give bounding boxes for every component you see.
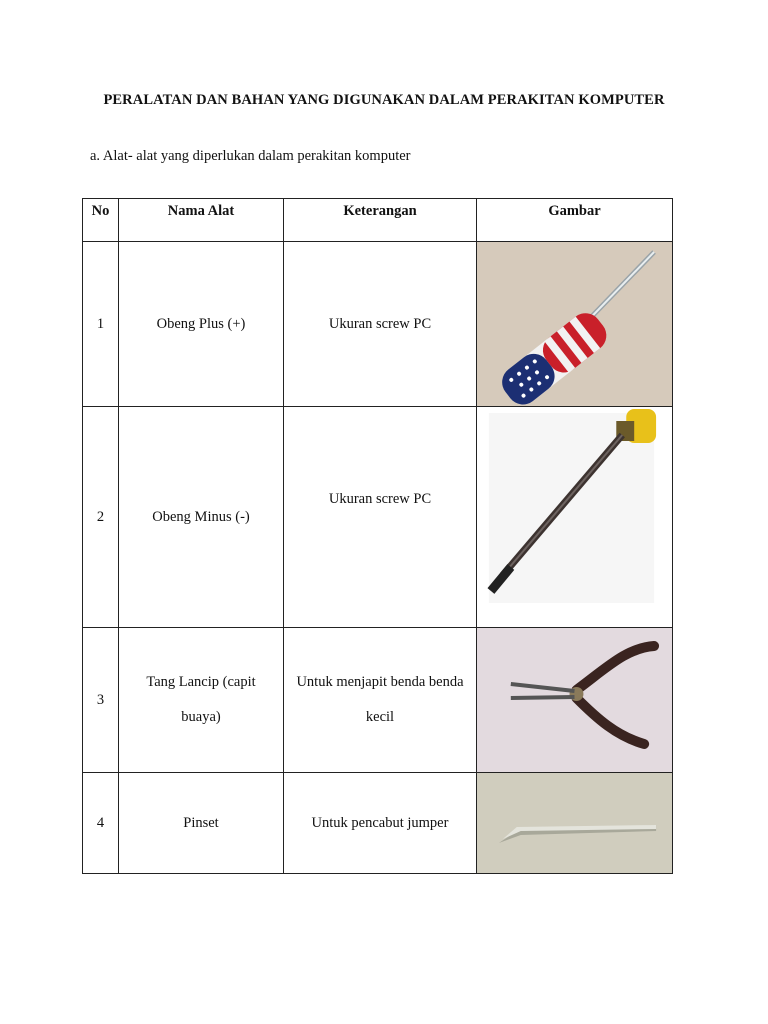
- cell-desc: [284, 407, 477, 628]
- obeng-plus-screwdriver-image: [477, 242, 672, 406]
- cell-image: [477, 773, 673, 874]
- cell-name: [119, 628, 284, 773]
- cell-no: 1: [83, 242, 119, 407]
- obeng-minus-screwdriver-image: [477, 407, 672, 627]
- header-no: No: [83, 199, 119, 242]
- table-row: [83, 242, 673, 407]
- table-row: [83, 773, 673, 874]
- cell-desc: Untuk pencabut jumper: [284, 773, 477, 874]
- tweezers-image: [477, 773, 672, 873]
- cell-no: 4: [83, 773, 119, 874]
- cell-name: Obeng Minus (-): [119, 407, 284, 628]
- cell-desc-text: Ukuran screw PC: [328, 490, 432, 507]
- needle-nose-pliers-image: [477, 628, 672, 772]
- cell-image: [477, 628, 673, 773]
- cell-image: [477, 407, 673, 628]
- page-title: PERALATAN DAN BAHAN YANG DIGUNAKAN DALAM PERAKITAN KOMPUTER: [103, 92, 665, 108]
- header-image: Gambar: [477, 199, 673, 242]
- cell-no: 3: [83, 628, 119, 773]
- table-row: [83, 407, 673, 628]
- tools-table: [82, 198, 673, 874]
- cell-desc: Ukuran screw PC: [284, 242, 477, 407]
- table-header-row: [83, 199, 673, 242]
- table-row: [83, 628, 673, 773]
- section-heading: a. Alat- alat yang diperlukan dalam perakitan komputer: [90, 148, 411, 164]
- cell-name-line: Tang Lancip (capit: [146, 674, 256, 690]
- cell-no: 2: [83, 407, 119, 628]
- cell-desc-line: kecil: [365, 709, 395, 725]
- cell-name: Obeng Plus (+): [119, 242, 284, 407]
- header-name: Nama Alat: [119, 199, 284, 242]
- cell-name-line: buaya): [181, 709, 221, 725]
- cell-image: [477, 242, 673, 407]
- cell-name: Pinset: [119, 773, 284, 874]
- cell-desc-line: Untuk menjapit benda benda: [296, 674, 464, 690]
- header-desc: Keterangan: [284, 199, 477, 242]
- cell-desc: [284, 628, 477, 773]
